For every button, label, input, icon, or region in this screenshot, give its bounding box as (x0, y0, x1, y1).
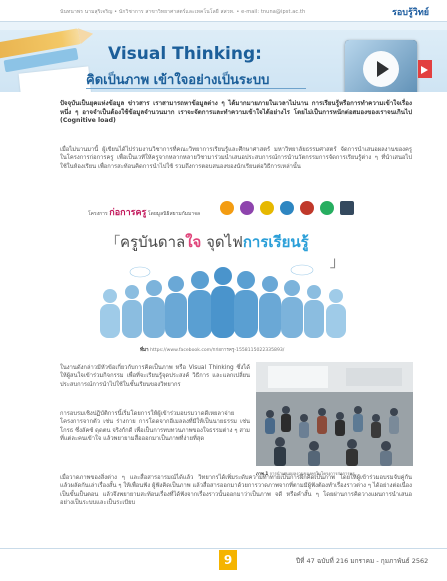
partner-logo-3 (260, 201, 274, 215)
partner-logo-1 (220, 201, 234, 215)
slogan-part-4: การเรียนรู้ (242, 233, 309, 251)
partner-logo-7 (340, 201, 354, 215)
section-label: รอบรู้วิทย์ (392, 8, 430, 18)
quote-close-mark: 」 (330, 255, 344, 271)
photo-caption-text: การนำเสนอผลงานของครูในโครงการก่อการครู (269, 471, 355, 476)
image-source (140, 347, 284, 354)
partner-logo-4 (280, 201, 294, 215)
body-paragraph-2: ในงานดังกล่าวมีหัวข้อเกี่ยวกับการคิดเป็นภาพ หรือ Visual Thinking ซึ่งได้ให้ผู้สนใจเข้าร่วมกิจกรรม เพื่อที่จะเรียนรู้จุดประสงค์ วิธีการ และแลกเปลี่ยนประสบการณ์การนำไปใช้ในชั้นเรียนของวิทยากร (60, 365, 250, 388)
author-line: นันทนาพร นามสุริเจริญ • นักวิชาการ สาขาวิทยาศาสตร์และเทคโนโลยี สสวท. • e-mail: tnuna@ipst.ac.th (60, 9, 306, 15)
partner-logo-5 (300, 201, 314, 215)
project-suffix: โดยมูลนิธิสยามกัมมาจล (147, 211, 201, 217)
slogan (120, 230, 309, 254)
video-thumbnail[interactable] (345, 40, 417, 92)
play-icon[interactable] (363, 51, 399, 87)
issue-info: ปีที่ 47 ฉบับที่ 216 มกราคม - กุมภาพันธ์ 2562 (296, 557, 429, 565)
people-crowd (100, 267, 346, 338)
partner-logo-2 (240, 201, 254, 215)
youtube-icon[interactable] (418, 60, 432, 78)
slogan-part-2: ใจ (185, 233, 202, 251)
project-prefix: โครงการ (88, 211, 108, 217)
quote-open-mark: 「 (106, 235, 120, 251)
workshop-photo (256, 362, 413, 466)
source-label: ที่มา (140, 348, 149, 353)
photo-caption (256, 470, 413, 477)
intro-paragraph: ปัจจุบันเป็นยุคแห่งข้อมูล ข่าวสาร เราสามารถหาข้อมูลต่าง ๆ ได้มากมายภายในเวลาไม่นาน การเรียนรู้หรือการทำความเข้าใจเรื่องหนึ่ง ๆ อาจจำเป็นต้องใช้ข้อมูลจำนวนมาก เราจะจัดการและทำความเข้าใจได้อย่างไร โดยไม่เป็นการหนักต่อสมองของเราจนเกินไป (Cognitive load) (60, 100, 412, 125)
slogan-part-3: จุดไฟ (201, 233, 243, 251)
photo-caption-label: ภาพ 1 (256, 471, 269, 476)
article-title-th: คิดเป็นภาพ เข้าใจอย่างเป็นระบบ (86, 73, 270, 88)
paper-illustration (19, 66, 92, 92)
banner-stripe (0, 22, 447, 30)
body-paragraph-4: เมื่อวาดภาพของสิ่งต่าง ๆ และสื่อสารอารมณ์ได้แล้ว วิทยากรได้เพิ่มระดับความท้าทายเป็นการฝึกคิดเป็นภาพ โดยให้ผู้เข้าร่วมอบรมจับคู่กัน แล้วผลัดกันเล่าเรื่องสั้น ๆ ให้เพื่อนฟัง ผู้ฟังคิดเป็นภาพ แล้วสื่อสารออกมาด้วยการวาดภาพจากที่ตามมีผู้ฟังต้องทำเรื่องราวต่าง ๆ ได้อย่างต่อเนื่องเป็นขั้นเป็นตอน แล้วจึงพยายามสะท้อนเรื่องที่ได้ฟังจากเรื่องราวนั้นออกมาว่าเป็นภาพ จดี หรือคำสั้น ๆ โดยผ่านการคิดวางแผนการนำเสนออย่างเป็นระบบและเป็นระเบียบ (60, 475, 412, 507)
partner-logo-6 (320, 201, 334, 215)
footer-divider (0, 548, 447, 549)
partner-logos (88, 199, 358, 221)
people-illustration (70, 262, 375, 342)
project-name (88, 205, 200, 219)
article-banner (0, 22, 447, 92)
project-brand: ก่อการครู (109, 208, 147, 218)
page-number-badge: 9 (219, 550, 237, 570)
title-underline (86, 88, 306, 89)
source-url[interactable]: https://www.facebook.com/กก่อการครู-1558115022335893/ (150, 348, 285, 353)
article-title-en: Visual Thinking: (108, 44, 262, 64)
body-paragraph-3: การอบรมเชิงปฏิบัติการนี้เริ่มโดยการให้ผู้เข้าร่วมอบรมวาดดีเหยลาจ่ายโครงการจากตัว เช่น ร่างกาย การโดดจากอีเมลลงที่มีให้เป็นนายธรรม เช่น โกรธ ซึ่งลัคซ์ ดุดตน จริงกักดี เพื่อเป็นการทบทวนภาพของใจธรรมต่าง ๆ สามที่แต่ละคนเข้าใจ แล้วพยายามสื่อออกมาเป็นภาพที่ง่ายที่สุด (60, 411, 250, 443)
slogan-part-1: ครูบันดาล (120, 233, 186, 251)
body-paragraph-1: เมื่อไม่นานมานี้ ผู้เขียนได้ไปร่วมงานวิชาการที่คณะวิทยาการเรียนรู้และศึกษาศาสตร์ มหาวิทยาลัยธรรมศาสตร์ จัดการนำเสนอผลงานของครูในโครงการก่อการครู เพื่อเป็นเวทีให้ครูจากหลากหลายวิชามาร่วมนำเสนอประสบการณ์การนำนวัตกรรมการจัดการเรียนรู้ต่าง ๆ ที่นำเสนอไปใช้ในห้องเรียน เพื่อการสะท้อนคิดการนำไปใช้ รวมถึงการตอบสนองของนักเรียนต่อวิธีการเหล่านั้น (60, 147, 412, 170)
